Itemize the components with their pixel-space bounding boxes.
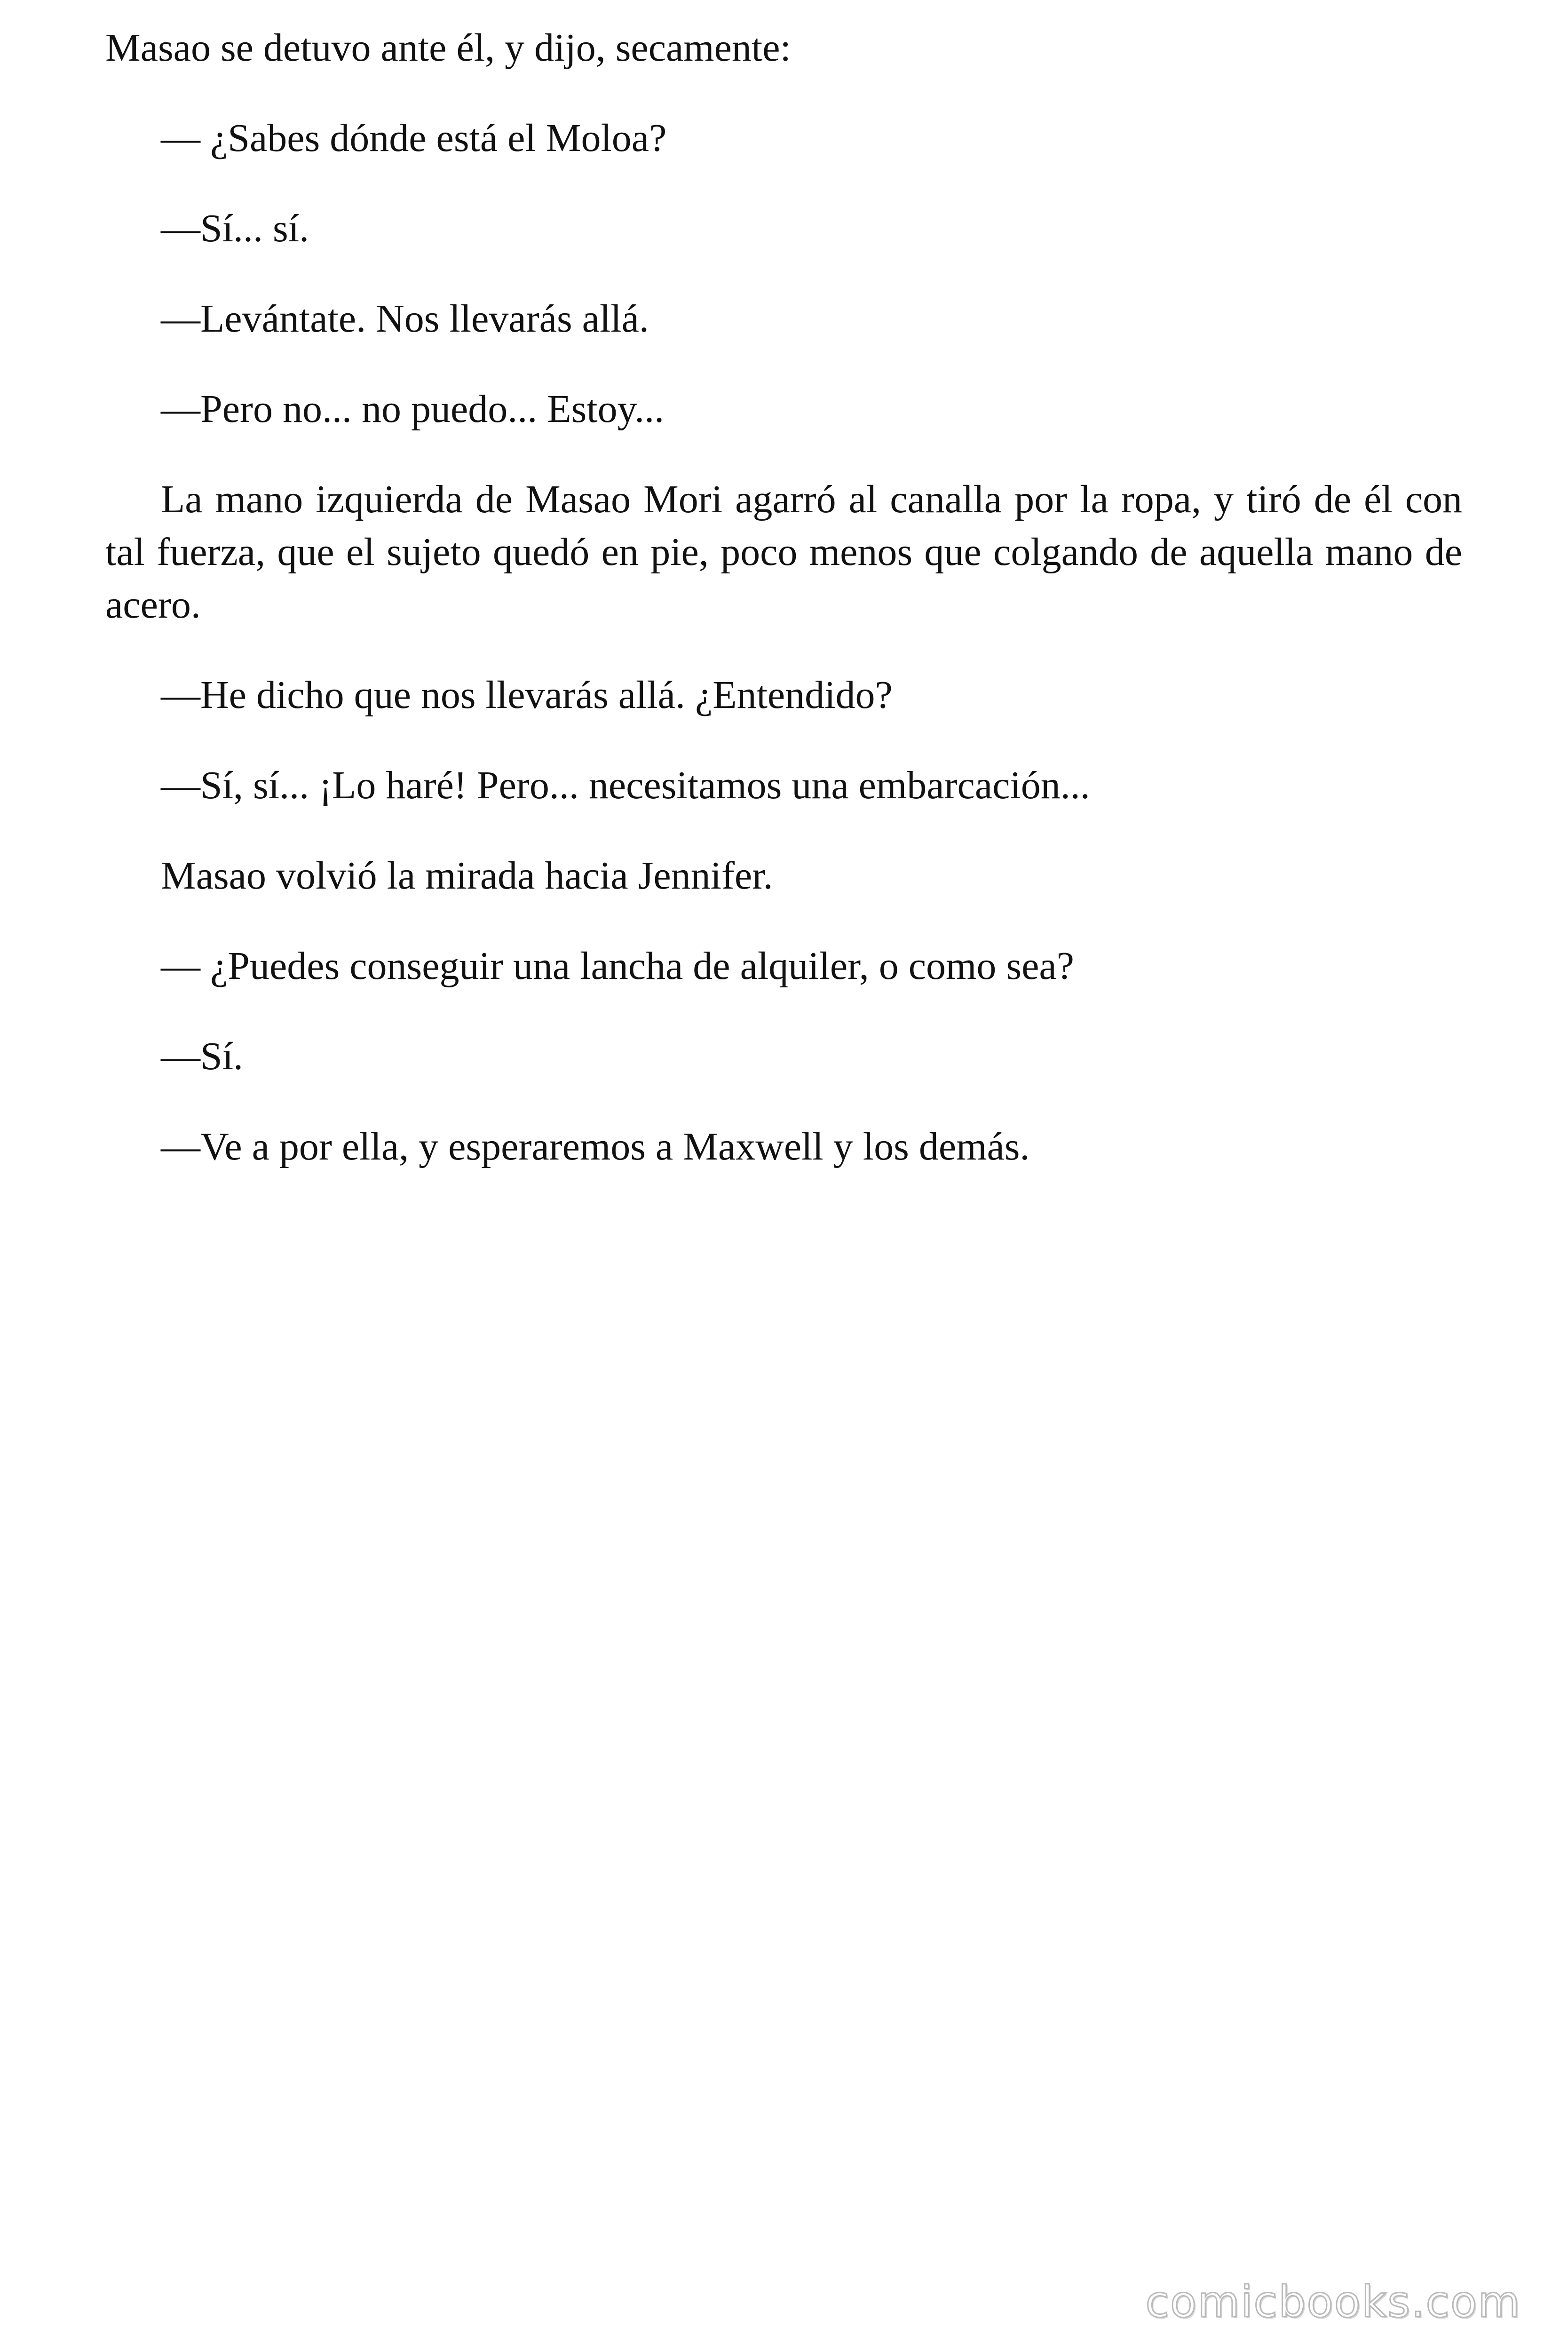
paragraph: Masao se detuvo ante él, y dijo, secamente: bbox=[105, 26, 791, 70]
paragraph: Masao volvió la mirada hacia Jennifer. bbox=[161, 854, 773, 898]
dialogue-line: —Sí, sí... ¡Lo haré! Pero... necesitamos una embarcación... bbox=[161, 763, 1090, 807]
dialogue-line: —Ve a por ella, y esperaremos a Maxwell y los demás. bbox=[161, 1125, 1030, 1168]
dialogue-line: —Sí. bbox=[161, 1034, 244, 1078]
dialogue-line: —Levántate. Nos llevarás allá. bbox=[161, 297, 649, 341]
dialogue-line: —Pero no... no puedo... Estoy... bbox=[161, 387, 665, 431]
watermark: comicbooks.com bbox=[1145, 2277, 1521, 2327]
body-text bbox=[105, 22, 1462, 1211]
dialogue-line: — ¿Sabes dónde está el Moloa? bbox=[161, 116, 667, 160]
dialogue-line: — ¿Puedes conseguir una lancha de alquiler, o como sea? bbox=[161, 944, 1074, 988]
dialogue-line: —Sí... sí. bbox=[161, 207, 309, 250]
dialogue-line: —He dicho que nos llevarás allá. ¿Entendido? bbox=[161, 673, 893, 717]
paragraph: La mano izquierda de Masao Mori agarró al canalla por la ropa, y tiró de él con tal fuerza, que el sujeto quedó en pie, poco menos que colgando de aquella mano de acero. bbox=[105, 477, 1462, 627]
